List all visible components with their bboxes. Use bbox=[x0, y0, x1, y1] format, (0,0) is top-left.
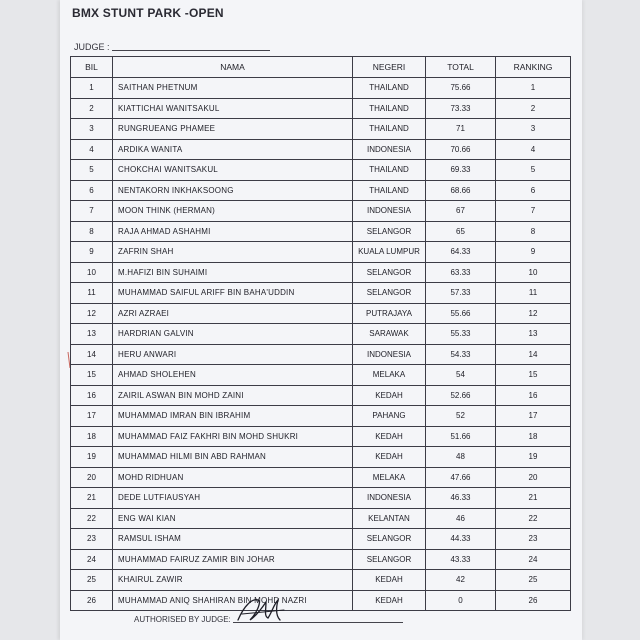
cell-bil: 8 bbox=[71, 221, 113, 242]
cell-negeri: MELAKA bbox=[353, 467, 426, 488]
cell-bil: 9 bbox=[71, 242, 113, 263]
cell-ranking: 14 bbox=[496, 344, 571, 365]
cell-total: 68.66 bbox=[426, 180, 496, 201]
cell-nama: MUHAMMAD FAIRUZ ZAMIR BIN JOHAR bbox=[113, 549, 353, 570]
cell-total: 69.33 bbox=[426, 160, 496, 181]
table-row bbox=[71, 426, 571, 447]
cell-total: 43.33 bbox=[426, 549, 496, 570]
page-title: BMX STUNT PARK -OPEN bbox=[72, 6, 224, 20]
cell-total: 47.66 bbox=[426, 467, 496, 488]
table-row bbox=[71, 447, 571, 468]
cell-ranking: 22 bbox=[496, 508, 571, 529]
cell-bil: 19 bbox=[71, 447, 113, 468]
cell-negeri: THAILAND bbox=[353, 119, 426, 140]
cell-ranking: 10 bbox=[496, 262, 571, 283]
signature-icon bbox=[232, 594, 292, 626]
cell-total: 46.33 bbox=[426, 488, 496, 509]
cell-total: 48 bbox=[426, 447, 496, 468]
cell-total: 46 bbox=[426, 508, 496, 529]
cell-negeri: SELANGOR bbox=[353, 262, 426, 283]
cell-negeri: SELANGOR bbox=[353, 221, 426, 242]
cell-negeri: KEDAH bbox=[353, 590, 426, 611]
table-row bbox=[71, 160, 571, 181]
cell-bil: 4 bbox=[71, 139, 113, 160]
cell-negeri: KEDAH bbox=[353, 447, 426, 468]
cell-bil: 18 bbox=[71, 426, 113, 447]
cell-bil: 5 bbox=[71, 160, 113, 181]
cell-nama: DEDE LUTFIAUSYAH bbox=[113, 488, 353, 509]
table-row bbox=[71, 119, 571, 140]
cell-bil: 25 bbox=[71, 570, 113, 591]
cell-ranking: 7 bbox=[496, 201, 571, 222]
cell-bil: 13 bbox=[71, 324, 113, 345]
cell-ranking: 17 bbox=[496, 406, 571, 427]
cell-total: 0 bbox=[426, 590, 496, 611]
table-row bbox=[71, 324, 571, 345]
table-row bbox=[71, 529, 571, 550]
cell-ranking: 19 bbox=[496, 447, 571, 468]
cell-negeri: INDONESIA bbox=[353, 201, 426, 222]
cell-bil: 7 bbox=[71, 201, 113, 222]
table-row bbox=[71, 570, 571, 591]
cell-negeri: KEDAH bbox=[353, 385, 426, 406]
cell-total: 54 bbox=[426, 365, 496, 386]
cell-nama: MUHAMMAD FAIZ FAKHRI BIN MOHD SHUKRI bbox=[113, 426, 353, 447]
cell-ranking: 8 bbox=[496, 221, 571, 242]
cell-negeri: SELANGOR bbox=[353, 549, 426, 570]
cell-ranking: 4 bbox=[496, 139, 571, 160]
cell-ranking: 12 bbox=[496, 303, 571, 324]
cell-nama: AZRI AZRAEI bbox=[113, 303, 353, 324]
table-row bbox=[71, 201, 571, 222]
cell-negeri: KUALA LUMPUR bbox=[353, 242, 426, 263]
cell-bil: 10 bbox=[71, 262, 113, 283]
cell-nama: RUNGRUEANG PHAMEE bbox=[113, 119, 353, 140]
cell-total: 70.66 bbox=[426, 139, 496, 160]
cell-nama: ZAFRIN SHAH bbox=[113, 242, 353, 263]
cell-total: 67 bbox=[426, 201, 496, 222]
cell-total: 52.66 bbox=[426, 385, 496, 406]
table-row bbox=[71, 262, 571, 283]
cell-ranking: 25 bbox=[496, 570, 571, 591]
header-row bbox=[71, 57, 571, 78]
cell-nama: MUHAMMAD SAIFUL ARIFF BIN BAHA'UDDIN bbox=[113, 283, 353, 304]
cell-nama: M.HAFIZI BIN SUHAIMI bbox=[113, 262, 353, 283]
cell-negeri: KEDAH bbox=[353, 426, 426, 447]
table-row bbox=[71, 488, 571, 509]
cell-nama: MOHD RIDHUAN bbox=[113, 467, 353, 488]
cell-total: 63.33 bbox=[426, 262, 496, 283]
cell-negeri: THAILAND bbox=[353, 98, 426, 119]
cell-negeri: PUTRAJAYA bbox=[353, 303, 426, 324]
cell-bil: 12 bbox=[71, 303, 113, 324]
cell-total: 52 bbox=[426, 406, 496, 427]
cell-bil: 16 bbox=[71, 385, 113, 406]
cell-ranking: 26 bbox=[496, 590, 571, 611]
cell-negeri: THAILAND bbox=[353, 180, 426, 201]
cell-total: 44.33 bbox=[426, 529, 496, 550]
cell-negeri: INDONESIA bbox=[353, 139, 426, 160]
cell-negeri: THAILAND bbox=[353, 78, 426, 99]
judge-line bbox=[112, 50, 270, 51]
cell-bil: 11 bbox=[71, 283, 113, 304]
table-row bbox=[71, 221, 571, 242]
cell-negeri: INDONESIA bbox=[353, 344, 426, 365]
cell-ranking: 2 bbox=[496, 98, 571, 119]
cell-negeri: PAHANG bbox=[353, 406, 426, 427]
cell-nama: SAITHAN PHETNUM bbox=[113, 78, 353, 99]
cell-total: 51.66 bbox=[426, 426, 496, 447]
cell-bil: 2 bbox=[71, 98, 113, 119]
table-row bbox=[71, 549, 571, 570]
cell-bil: 3 bbox=[71, 119, 113, 140]
cell-ranking: 6 bbox=[496, 180, 571, 201]
cell-ranking: 20 bbox=[496, 467, 571, 488]
cell-total: 73.33 bbox=[426, 98, 496, 119]
cell-total: 64.33 bbox=[426, 242, 496, 263]
cell-negeri: KEDAH bbox=[353, 570, 426, 591]
cell-bil: 24 bbox=[71, 549, 113, 570]
cell-negeri: SARAWAK bbox=[353, 324, 426, 345]
cell-total: 65 bbox=[426, 221, 496, 242]
cell-total: 54.33 bbox=[426, 344, 496, 365]
cell-ranking: 5 bbox=[496, 160, 571, 181]
authorised-label: AUTHORISED BY JUDGE: bbox=[134, 615, 231, 624]
table-row bbox=[71, 344, 571, 365]
table-row bbox=[71, 303, 571, 324]
table-row bbox=[71, 98, 571, 119]
cell-bil: 14 bbox=[71, 344, 113, 365]
cell-bil: 22 bbox=[71, 508, 113, 529]
table-row bbox=[71, 139, 571, 160]
cell-negeri: SELANGOR bbox=[353, 283, 426, 304]
cell-ranking: 23 bbox=[496, 529, 571, 550]
cell-nama: MUHAMMAD HILMI BIN ABD RAHMAN bbox=[113, 447, 353, 468]
cell-bil: 15 bbox=[71, 365, 113, 386]
table-row bbox=[71, 385, 571, 406]
cell-ranking: 21 bbox=[496, 488, 571, 509]
cell-total: 55.33 bbox=[426, 324, 496, 345]
cell-total: 71 bbox=[426, 119, 496, 140]
cell-bil: 1 bbox=[71, 78, 113, 99]
table-row bbox=[71, 78, 571, 99]
cell-nama: ARDIKA WANITA bbox=[113, 139, 353, 160]
judge-label: JUDGE : bbox=[74, 42, 110, 52]
cell-nama: CHOKCHAI WANITSAKUL bbox=[113, 160, 353, 181]
table-row bbox=[71, 590, 571, 611]
cell-bil: 21 bbox=[71, 488, 113, 509]
cell-total: 55.66 bbox=[426, 303, 496, 324]
cell-nama: NENTAKORN INKHAKSOONG bbox=[113, 180, 353, 201]
table-row bbox=[71, 283, 571, 304]
cell-ranking: 18 bbox=[496, 426, 571, 447]
cell-negeri: INDONESIA bbox=[353, 488, 426, 509]
cell-bil: 23 bbox=[71, 529, 113, 550]
cell-ranking: 13 bbox=[496, 324, 571, 345]
cell-nama: AHMAD SHOLEHEN bbox=[113, 365, 353, 386]
cell-nama: HERU ANWARI bbox=[113, 344, 353, 365]
cell-nama: ENG WAI KIAN bbox=[113, 508, 353, 529]
cell-nama: RAJA AHMAD ASHAHMI bbox=[113, 221, 353, 242]
table-row bbox=[71, 180, 571, 201]
results-table bbox=[70, 56, 571, 611]
cell-total: 57.33 bbox=[426, 283, 496, 304]
cell-bil: 26 bbox=[71, 590, 113, 611]
cell-ranking: 15 bbox=[496, 365, 571, 386]
cell-negeri: MELAKA bbox=[353, 365, 426, 386]
cell-negeri: KELANTAN bbox=[353, 508, 426, 529]
cell-ranking: 24 bbox=[496, 549, 571, 570]
cell-nama: KIATTICHAI WANITSAKUL bbox=[113, 98, 353, 119]
cell-bil: 20 bbox=[71, 467, 113, 488]
cell-nama: MUHAMMAD ANIQ SHAHIRAN BIN MOHD NAZRI bbox=[113, 590, 353, 611]
table-row bbox=[71, 508, 571, 529]
cell-negeri: THAILAND bbox=[353, 160, 426, 181]
judge-field bbox=[74, 42, 270, 52]
cell-ranking: 3 bbox=[496, 119, 571, 140]
table-row bbox=[71, 467, 571, 488]
cell-total: 42 bbox=[426, 570, 496, 591]
cell-nama: RAMSUL ISHAM bbox=[113, 529, 353, 550]
table-row bbox=[71, 365, 571, 386]
cell-nama: ZAIRIL ASWAN BIN MOHD ZAINI bbox=[113, 385, 353, 406]
header-ranking: RANKING bbox=[496, 57, 571, 78]
table-row bbox=[71, 406, 571, 427]
cell-nama: MOON THINK (HERMAN) bbox=[113, 201, 353, 222]
cell-ranking: 11 bbox=[496, 283, 571, 304]
header-total: TOTAL bbox=[426, 57, 496, 78]
cell-nama: KHAIRUL ZAWIR bbox=[113, 570, 353, 591]
cell-total: 75.66 bbox=[426, 78, 496, 99]
cell-ranking: 1 bbox=[496, 78, 571, 99]
header-negeri: NEGERI bbox=[353, 57, 426, 78]
cell-nama: MUHAMMAD IMRAN BIN IBRAHIM bbox=[113, 406, 353, 427]
cell-bil: 17 bbox=[71, 406, 113, 427]
header-bil: BIL bbox=[71, 57, 113, 78]
table-row bbox=[71, 242, 571, 263]
cell-nama: HARDRIAN GALVIN bbox=[113, 324, 353, 345]
header-nama: NAMA bbox=[113, 57, 353, 78]
cell-bil: 6 bbox=[71, 180, 113, 201]
cell-negeri: SELANGOR bbox=[353, 529, 426, 550]
cell-ranking: 16 bbox=[496, 385, 571, 406]
cell-ranking: 9 bbox=[496, 242, 571, 263]
